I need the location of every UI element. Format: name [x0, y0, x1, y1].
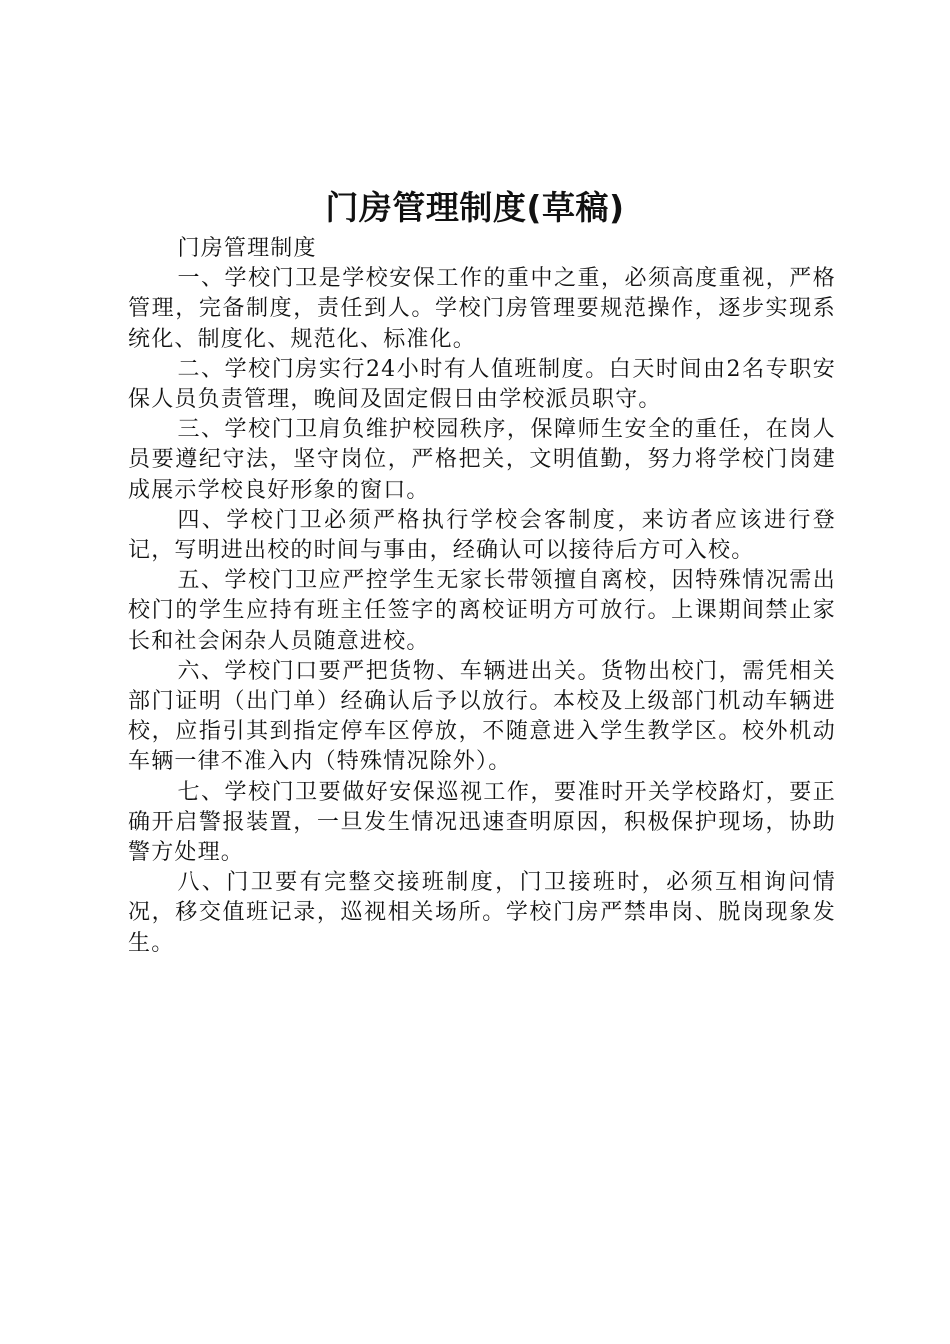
paragraph-clause-6: 六、学校门口要严把货物、车辆进出关。货物出校门，需凭相关部门证明（出门单）经确认后予以放行。本校及上级部门机动车辆进校，应指引其到指定停车区停放，不随意进入学生教学区。校外机动车辆一律不准入内（特殊情况除外）。	[128, 658, 836, 775]
paragraph-heading: 门房管理制度	[177, 236, 317, 261]
paragraph-clause-2: 二、学校门房实行24小时有人值班制度。白天时间由2名专职安保人员负责管理，晚间及固定假日由学校派员职守。	[128, 356, 836, 413]
document-body	[128, 234, 836, 959]
paragraph-clause-8: 八、门卫要有完整交接班制度，门卫接班时，必须互相询问情况，移交值班记录，巡视相关场所。学校门房严禁串岗、脱岗现象发生。	[128, 870, 836, 956]
paragraph-clause-3: 三、学校门卫肩负维护校园秩序，保障师生安全的重任，在岗人员要遵纪守法，坚守岗位，严格把关，文明值勤，努力将学校门岗建成展示学校良好形象的窗口。	[128, 417, 836, 503]
document-title: 门房管理制度(草稿)	[325, 188, 625, 227]
paragraph-clause-1: 一、学校门卫是学校安保工作的重中之重，必须高度重视，严格管理，完备制度，责任到人。学校门房管理要规范操作，逐步实现系统化、制度化、规范化、标准化。	[128, 266, 836, 352]
paragraph-clause-5: 五、学校门卫应严控学生无家长带领擅自离校，因特殊情况需出校门的学生应持有班主任签字的离校证明方可放行。上课期间禁止家长和社会闲杂人员随意进校。	[128, 568, 836, 654]
paragraph-clause-7: 七、学校门卫要做好安保巡视工作，要准时开关学校路灯，要正确开启警报装置，一旦发生情况迅速查明原因，积极保护现场，协助警方处理。	[128, 779, 836, 866]
paragraph-clause-4: 四、学校门卫必须严格执行学校会客制度，来访者应该进行登记，写明进出校的时间与事由，经确认可以接待后方可入校。	[128, 507, 836, 564]
